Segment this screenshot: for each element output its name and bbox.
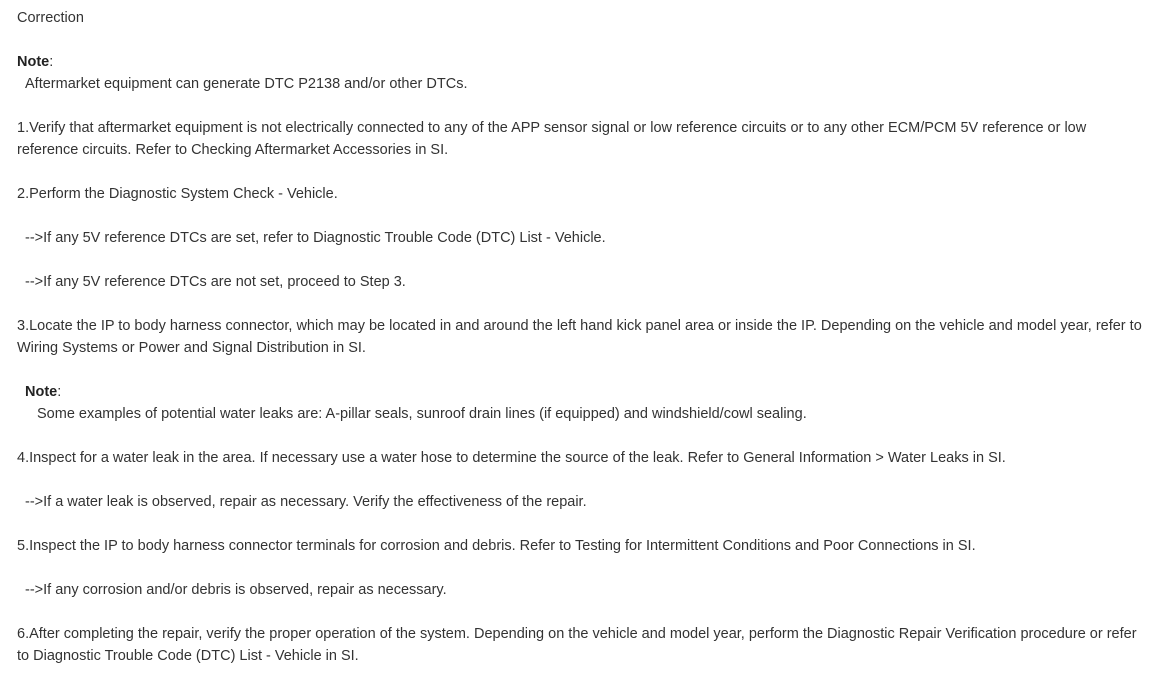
note-colon-2: :	[57, 384, 62, 400]
section-heading: Correction	[17, 10, 84, 26]
spacer	[17, 601, 1150, 623]
spacer	[17, 425, 1150, 447]
note-text: Aftermarket equipment can generate DTC P2138 and/or other DTCs.	[25, 76, 468, 92]
spacer	[17, 161, 1150, 183]
spacer	[17, 205, 1150, 227]
spacer	[17, 557, 1150, 579]
spacer	[17, 293, 1150, 315]
note-text-2: Some examples of potential water leaks are: A-pillar seals, sunroof drain lines (if equipped) and windshield/cowl sealing.	[37, 406, 807, 422]
step-5: 5.Inspect the IP to body harness connector terminals for corrosion and debris. Refer to Testing for Intermittent Conditions and Poor Connections in SI.	[17, 538, 976, 554]
step-6: 6.After completing the repair, verify the proper operation of the system. Depending on the vehicle and model year, perform the Diagnostic Repair Verification procedure or refer to Diagnostic Trouble Code (DTC) List - Vehicle in SI.	[17, 626, 1137, 664]
note-colon: :	[49, 54, 54, 70]
spacer	[17, 359, 1150, 381]
note-heading	[17, 51, 1150, 73]
spacer	[17, 249, 1150, 271]
note-label: Note	[17, 54, 50, 70]
note-label-2: Note	[25, 384, 58, 400]
spacer	[17, 29, 1150, 51]
step-4: 4.Inspect for a water leak in the area. If necessary use a water hose to determine the source of the leak. Refer to General Information > Water Leaks in SI.	[17, 450, 1006, 466]
step-2-result-not-set: -->If any 5V reference DTCs are not set, proceed to Step 3.	[25, 274, 406, 290]
step-1: 1.Verify that aftermarket equipment is not electrically connected to any of the APP sensor signal or low reference circuits or to any other ECM/PCM 5V reference or low reference circuits. Refer to Checking Aftermarket Accessories in SI.	[17, 120, 1087, 158]
step-2: 2.Perform the Diagnostic System Check - Vehicle.	[17, 186, 338, 202]
note-heading-2	[17, 381, 1150, 403]
step-3: 3.Locate the IP to body harness connector, which may be located in and around the left hand kick panel area or inside the IP. Depending on the vehicle and model year, refer to Wiring Systems or Power and Signal Distribution in SI.	[17, 318, 1142, 356]
spacer	[17, 513, 1150, 535]
step-4-result: -->If a water leak is observed, repair as necessary. Verify the effectiveness of the repair.	[25, 494, 587, 510]
step-5-result: -->If any corrosion and/or debris is observed, repair as necessary.	[25, 582, 447, 598]
spacer	[17, 95, 1150, 117]
step-2-result-set: -->If any 5V reference DTCs are set, refer to Diagnostic Trouble Code (DTC) List - Vehicle.	[25, 230, 606, 246]
spacer	[17, 469, 1150, 491]
